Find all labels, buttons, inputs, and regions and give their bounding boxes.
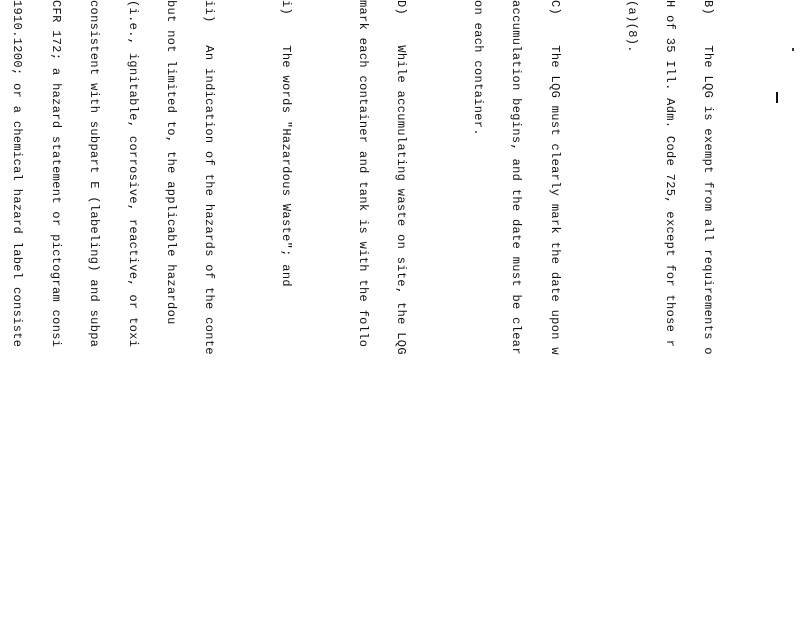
blank-line [433,0,446,612]
text-line: ii) An indication of the hazards of the conte [202,0,217,355]
text-line: consistent with subpart E (labeling) and subpa [87,0,102,348]
text-line: CFR 172; a hazard statement or pictogram consi [48,0,63,348]
text-line: but not limited to, the applicable hazardou [163,0,178,325]
text-line: B) The LQG is exempt from all requirements o [701,0,716,355]
text-line: (i.e., ignitable, corrosive, reactive, or toxi [125,0,140,348]
scan-speck [792,48,794,51]
text-line: D) While accumulating waste on site, the LQG [394,0,409,355]
text-line: 1910.1200; or a chemical hazard label consiste [10,0,25,348]
text-line: on each container. [471,0,486,136]
blank-line [586,0,599,612]
blank-line [241,0,254,612]
text-line: accumulation begins, and the date must be clear [509,0,524,355]
rotated-text-block [10,0,740,612]
text-line: mark each container and tank is with the follo [355,0,370,348]
text-line: C) The LQG must clearly mark the date upon w [547,0,562,355]
text-line: (a)(8). [624,0,639,53]
text-line: i) The words "Hazardous Waste"; and [279,0,294,287]
blank-line [318,0,331,612]
page-edge-mark [776,92,778,103]
text-line: H of 35 Ill. Adm. Code 725, except for those r [663,0,678,348]
